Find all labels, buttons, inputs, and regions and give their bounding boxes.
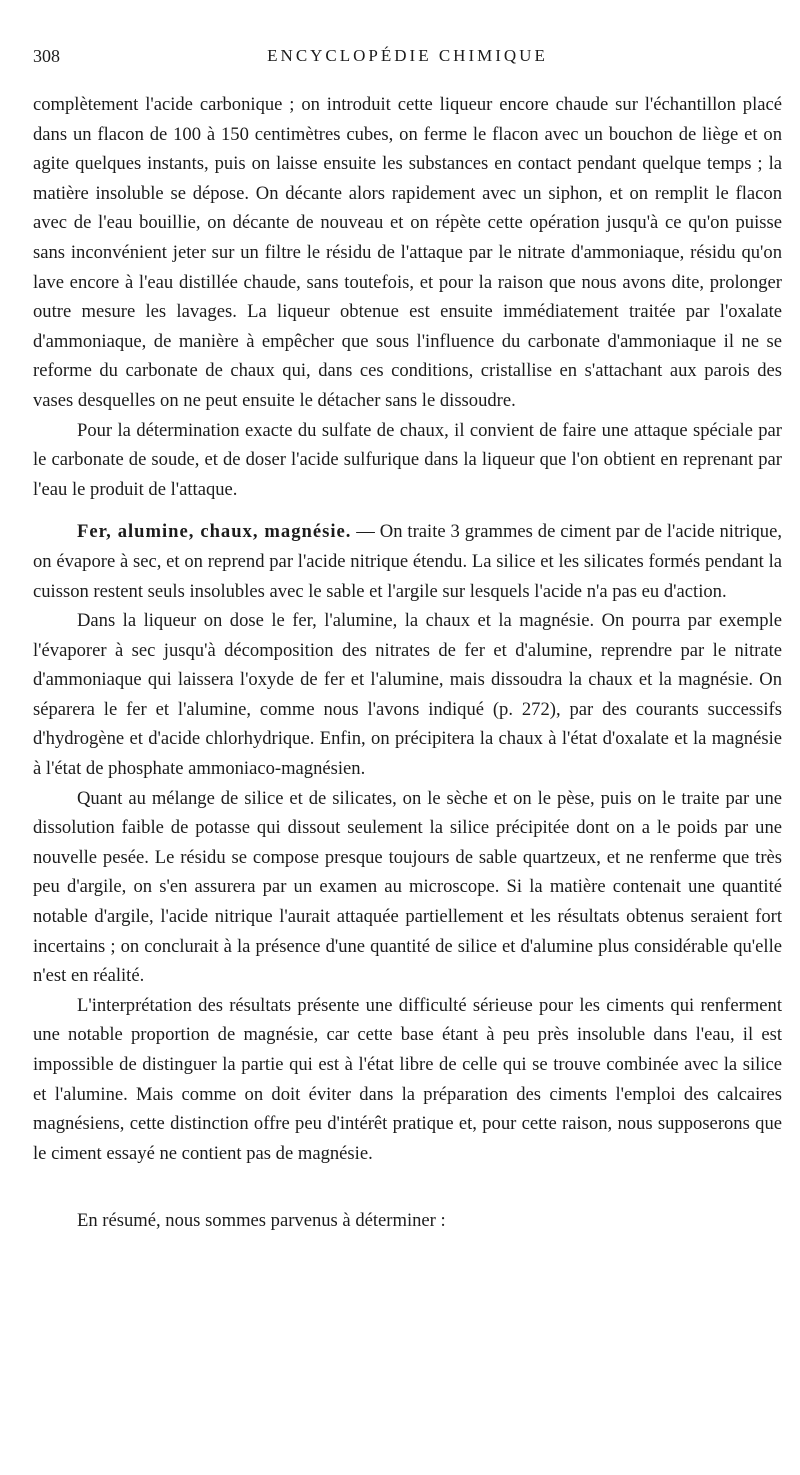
paragraph-sulfate: Pour la détermination exacte du sulfate de chaux, il convient de faire une attaque spéciale par le carbonate de soude, et de doser l'acide sulfurique dans la liqueur que l'on obtient en reprenant par l'eau le produit de l'attaque.	[33, 419, 782, 500]
paragraph-continuation: complètement l'acide carbonique ; on introduit cette liqueur encore chaude sur l'échantillon placé dans un flacon de 100 à 150 centimètres cubes, on ferme le flacon avec un bouchon de liège et on agite quelques instants, puis on laisse ensuite les substances en contact pendant quelque temps ; la matière insoluble se dépose. On décante alors rapidement avec un siphon, et on remplit le flacon avec de l'eau bouillie, on décante de nouveau et on répète cette opération jusqu'à ce qu'on puisse sans inconvénient jeter sur un filtre le résidu de l'attaque par le nitrate d'ammoniaque, résidu qu'on lave encore à l'eau distillée chaude, sans toutefois, et pour la raison que nous avons dite, prolonger outre mesure les lavages. La liqueur obtenue est ensuite immédiatement traitée par l'oxalate d'ammoniaque, de manière à empêcher que sous l'influence du carbonate d'ammoniaque il ne se reforme du carbonate de chaux qui, dans ces conditions, cristallise en s'attachant aux parois des vases desquelles on ne peut ensuite le détacher sans le dissoudre.	[33, 94, 782, 411]
running-title: ENCYCLOPÉDIE CHIMIQUE	[267, 46, 548, 65]
paragraph-dosage: Dans la liqueur on dose le fer, l'alumine, la chaux et la magnésie. On pourra par exemple l'évaporer à sec jusqu'à décomposition des nitrates de fer et d'alumine, reprendre par le nitrate d'ammoniaque qui laissera l'oxyde de fer et l'alumine, mais dissoudra la chaux et la magnésie. On séparera le fer et l'alumine, comme nous l'avons indiqué (p. 272), par des courants successifs d'hydrogène et d'acide chlorhydrique. Enfin, on précipitera la chaux à l'état d'oxalate et la magnésie à l'état de phosphate ammoniaco-magnésien.	[33, 610, 782, 780]
section-title: Fer, alumine, chaux, magnésie.	[77, 521, 352, 543]
page-header	[33, 46, 782, 82]
closing-line: En résumé, nous sommes parvenus à déterminer :	[77, 1210, 446, 1232]
body-text	[33, 90, 782, 1236]
page-number: 308	[33, 46, 60, 66]
paragraph-silice: Quant au mélange de silice et de silicates, on le sèche et on le pèse, puis on le traite par une dissolution faible de potasse qui dissout seulement la silice précipitée dont on a le poids par une nouvelle pesée. Le résidu se compose presque toujours de sable quartzeux, et ne renferme que très peu d'argile, on s'en assurera par un examen au microscope. Si la matière contenait une quantité notable d'argile, l'acide nitrique l'aurait attaquée partiellement et les résultats obtenus seraient fort incertains ; on conclurait à la présence d'une quantité de silice et d'alumine plus considérable qu'elle n'est en réalité.	[33, 787, 782, 987]
section-intro-text: — On traite 3 grammes de ciment par de l'acide nitrique, on évapore à sec, et on reprend par l'acide nitrique étendu. La silice et les silicates formés pendant la cuisson restent seuls insolubles avec le sable et l'argile sur lesquels l'acide n'a pas eu d'action.	[33, 521, 782, 602]
paragraph-interpretation: L'interprétation des résultats présente une difficulté sérieuse pour les ciments qui renferment une notable proportion de magnésie, car cette base étant à peu près insoluble dans l'eau, il est impossible de distinguer la partie qui est à l'état libre de celle qui se trouve combinée avec la silice et l'alumine. Mais comme on doit éviter dans la préparation des ciments l'emploi des calcaires magnésiens, cette distinction offre peu d'intérêt pratique et, pour cette raison, nous supposerons que le ciment essayé ne contient pas de magnésie.	[33, 994, 782, 1164]
book-page	[0, 46, 800, 1475]
section-paragraph	[33, 517, 782, 606]
